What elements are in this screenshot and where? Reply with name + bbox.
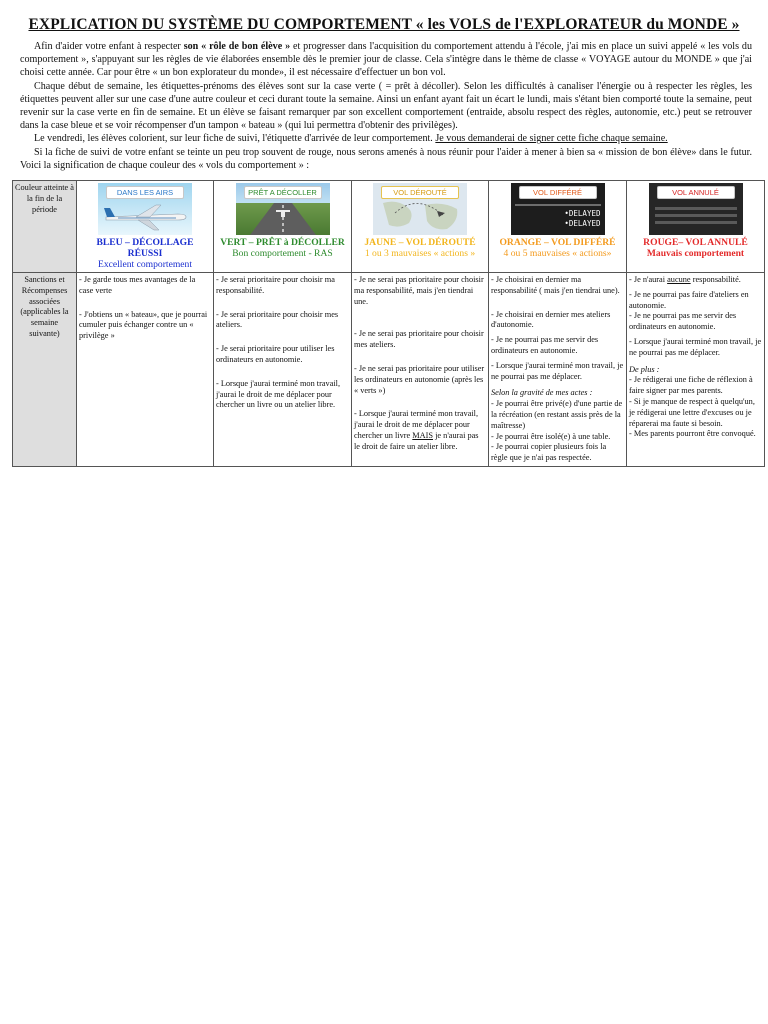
intro-paragraph-4: Si la fiche de suivi de votre enfant se teinte un peu trop souvent de rouge, nous serons amenés à nous réunir pour l'aider à mener à bien sa « mission de bon élève» dans le futur. Voici la signification de chaque couleur des « vols du comportement » : xyxy=(20,146,752,171)
page-title: EXPLICATION DU SYSTÈME DU COMPORTEMENT « les VOLS de l'EXPLORATEUR du MONDE » xyxy=(28,16,740,33)
color-row-header xyxy=(13,181,77,273)
sign-request: Je vous demanderai de signer cette fiche chaque semaine. xyxy=(435,133,668,145)
green-sublabel: Bon comportement - RAS xyxy=(232,248,333,259)
red-tag: VOL ANNULÉ xyxy=(657,186,735,199)
red-rule: - Je ne pourrai pas faire d'ateliers en autonomie. xyxy=(629,289,749,310)
red-rule xyxy=(629,275,762,286)
color-row-header-text: Couleur atteinte à la fin de la période xyxy=(15,183,74,214)
red-rule: - Je ne pourrai pas me servir des ordinateurs en autonomie. xyxy=(629,311,737,332)
orange-tag: VOL DIFFÉRÉ xyxy=(519,186,597,199)
departure-board xyxy=(515,201,601,233)
orange-rule: - Lorsque j'aurai terminé mon travail, je ne pourrai pas me déplacer. xyxy=(491,360,624,381)
red-extra-rule: - Si je manque de respect à quelqu'un, je rédigerai une lettre d'excuses ou je réparerai ma faute si besoin. xyxy=(629,396,755,428)
orange-rule: - Je ne pourrai pas me servir des ordinateurs en autonomie. xyxy=(491,335,599,355)
green-label: VERT – PRÊT à DÉCOLLER xyxy=(220,237,345,248)
aucune-emphasis: aucune xyxy=(667,275,691,284)
orange-rule: - Je choisirai en dernier mes ateliers d'autonomie. xyxy=(491,309,611,330)
orange-label: ORANGE – VOL DIFFÉRÉ xyxy=(499,237,616,248)
runway-icon xyxy=(236,183,330,235)
orange-header-cell xyxy=(489,181,627,273)
green-header-cell xyxy=(214,181,352,273)
orange-rules-cell xyxy=(489,273,627,467)
orange-extra-rule: - Je pourrai copier plusieurs fois la règle que je n'ai pas respectée. xyxy=(491,442,607,463)
blue-tag: DANS LES AIRS xyxy=(106,186,184,199)
blue-header-cell xyxy=(77,181,214,273)
intro-paragraph-1 xyxy=(20,40,752,80)
yellow-header-cell xyxy=(352,181,489,273)
airplane-flying-image xyxy=(98,183,192,235)
red-extra-rule: - Je rédigerai une fiche de réflexion à faire signer par mes parents. xyxy=(629,375,753,396)
sanctions-row-header xyxy=(13,273,77,467)
cancelled-board-image xyxy=(649,183,743,235)
intro-paragraph-2: Chaque début de semaine, les étiquettes-prénoms des élèves sont sur la case verte ( = prêt à décoller). Selon les difficultés à canaliser l'énergie ou à respecter les règles, les étiquettes peuvent aller sur une case d'une autre couleur et ceci durant toute la semaine. Ainsi un enfant ayant fait un écart le lundi, mais s'étant bien comporté toute la semaine, peut revenir sur la case verte en fin de semaine. Et un élève se faisant remarquer par son excellent comportement (entraide, absolu respect des règles, autonomie, etc.) peut se retrouver dans la case bleue et se voir récompenser d'un tampon « bateau » (qui lui permettra d'obtenir des privilèges). xyxy=(20,80,752,132)
blue-label: BLEU – DÉCOLLAGE RÉUSSI xyxy=(96,237,194,259)
intro-paragraph-3 xyxy=(20,132,752,145)
red-rule: - Lorsque j'aurai terminé mon travail, je ne pourrai pas me déplacer. xyxy=(629,336,762,357)
yellow-label: JAUNE – VOL DÉROUTÉ xyxy=(364,237,476,248)
orange-sublabel: 4 ou 5 mauvaises « actions» xyxy=(503,248,612,259)
delayed-line-1: •DELAYED xyxy=(564,209,601,218)
yellow-rule-end: je n'aurai pas le droit de faire un atelier libre. xyxy=(354,430,479,451)
sanctions-row-header-text: Sanctions et Récompenses associées (applicables la semaine suivante) xyxy=(20,275,69,338)
yellow-rule-start: - Lorsque j'aurai terminé mon travail, j'aurai le droit de me déplacer pour chercher un livre xyxy=(354,409,479,440)
red-header-cell xyxy=(627,181,765,273)
intro-p1-start: Afin d'aider votre enfant à respecter xyxy=(34,41,184,52)
red-rule-end: responsabilité. xyxy=(690,275,741,284)
blue-sublabel: Excellent comportement xyxy=(97,259,193,270)
blue-rule: - Je garde tous mes avantages de la case verte xyxy=(79,275,196,295)
mais-emphasis: MAIS xyxy=(412,430,434,440)
cancelled-board xyxy=(655,203,737,231)
yellow-rule: - Je ne serai pas prioritaire pour choisir ma responsabilité, mais j'en tiendrai une. xyxy=(354,275,484,306)
red-extra-rule: - Mes parents pourront être convoqué. xyxy=(629,429,756,439)
intro-p1-end: et progresser dans l'acquisition du comportement attendu à l'école, j'ai mis en place un suivi appelé « les vols du comportement », s'appuyant sur les règles de vie élaborées ensemble dès le premier jour de classe. Cela s'intègre dans le thème de classe « VOYAGE autour du MONDE » que j'ai choisi cette année. Car pour être « un bon explorateur du monde», il est nécessaire d'effectuer un bon vol. xyxy=(20,41,753,79)
red-italic-note: De plus : xyxy=(629,364,660,374)
orange-extra-rule: - Je pourrai être isolé(e) à une table. xyxy=(491,431,611,441)
orange-rule: - Je choisirai en dernier ma responsabilité ( mais j'en tiendrai une). xyxy=(491,275,620,295)
behavior-table xyxy=(12,180,765,467)
airplane-icon xyxy=(98,183,192,235)
green-rule: - Je serai prioritaire pour utiliser les ordinateurs en autonomie. xyxy=(216,344,335,364)
delayed-line-2: •DELAYED xyxy=(564,219,601,228)
yellow-rule: - Je ne serai pas prioritaire pour choisir mes ateliers. xyxy=(354,329,484,350)
yellow-rule xyxy=(354,409,486,452)
runway-image xyxy=(236,183,330,235)
red-sublabel: Mauvais comportement xyxy=(646,248,745,259)
blue-rules-cell xyxy=(77,273,214,467)
yellow-tag: VOL DÉROUTÉ xyxy=(381,186,459,199)
sanctions-row xyxy=(13,273,765,467)
green-tag: PRÊT A DÉCOLLER xyxy=(244,186,322,199)
orange-italic-note: Selon la gravité de mes actes : xyxy=(491,388,593,398)
map-icon xyxy=(373,183,467,235)
blue-rule: - J'obtiens un « bateau», que je pourrai cumuler puis échanger contre un « privilège » xyxy=(79,309,208,341)
intro-text xyxy=(20,40,752,172)
intro-p3-start: Le vendredi, les élèves colorient, sur leur fiche de suivi, l'étiquette d'arrivée de leur comportement. xyxy=(34,133,436,145)
green-rule: - Je serai prioritaire pour choisir mes ateliers. xyxy=(216,309,339,330)
yellow-sublabel: 1 ou 3 mauvaises « actions » xyxy=(364,248,476,259)
red-label: ROUGE– VOL ANNULÉ xyxy=(643,237,748,248)
delayed-text-1: DELAYED xyxy=(568,209,601,218)
delayed-text-2: DELAYED xyxy=(568,219,601,228)
color-row xyxy=(13,181,765,273)
role-emphasis: son « rôle de bon élève » xyxy=(183,41,291,52)
green-rule: - Lorsque j'aurai terminé mon travail, j'aurai le droit de me déplacer pour chercher un livre ou un atelier libre. xyxy=(216,378,341,410)
red-rules-cell xyxy=(627,273,765,467)
green-rule: - Je serai prioritaire pour choisir ma responsabilité. xyxy=(216,275,335,295)
red-rule-start: - Je n'aurai xyxy=(629,275,668,284)
delayed-board-image xyxy=(511,183,605,235)
yellow-rule: - Je ne serai pas prioritaire pour utiliser les ordinateurs en autonomie (après les « verts ») xyxy=(354,363,485,395)
yellow-rules-cell xyxy=(352,273,489,467)
orange-extra-rule: - Je pourrai être privé(e) d'une partie de la récréation (en restant assis près de la maîtresse) xyxy=(491,399,623,430)
green-rules-cell xyxy=(214,273,352,467)
rerouted-map-image xyxy=(373,183,467,235)
